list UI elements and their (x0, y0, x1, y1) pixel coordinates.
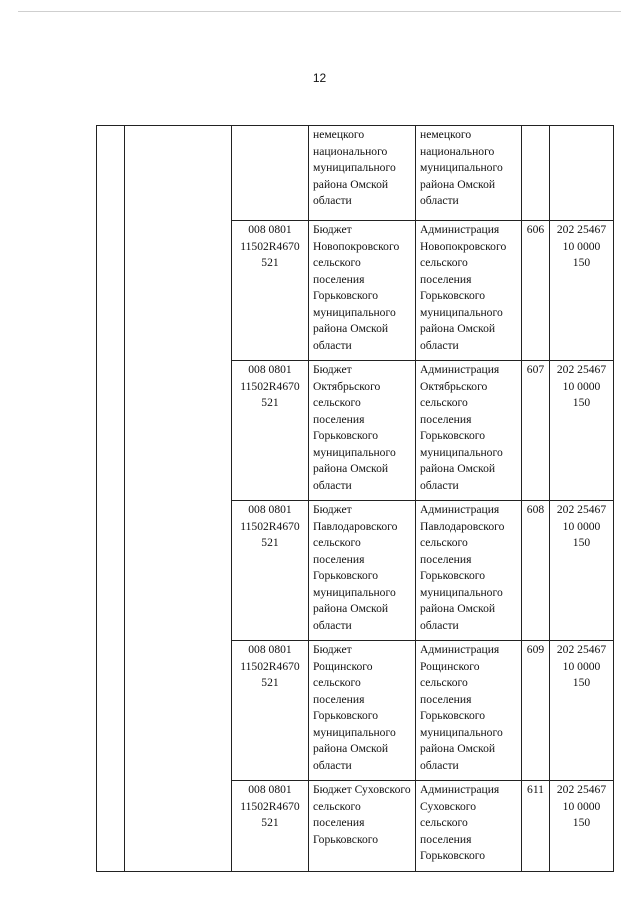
kbk-cell: 202 25467 10 0000 150 (550, 361, 614, 501)
administration-cell: Администрация Новопокровского сельского поселения Горьковского муниципального района Омской области (416, 221, 522, 361)
code-cell: 008 0801 11502R4670 521 (232, 221, 309, 361)
row-number-cell (97, 126, 125, 872)
number-cell: 607 (522, 361, 550, 501)
administration-cell: немецкого национального муниципального района Омской области (416, 126, 522, 221)
kbk-cell: 202 25467 10 0000 150 (550, 781, 614, 872)
administration-cell: Администрация Павлодаровского сельского поселения Горьковского муниципального района Омской области (416, 501, 522, 641)
table-row (97, 126, 614, 221)
code-cell: 008 0801 11502R4670 521 (232, 361, 309, 501)
number-cell: 608 (522, 501, 550, 641)
administration-cell: Администрация Суховского сельского поселения Горьковского (416, 781, 522, 872)
code-cell: 008 0801 11502R4670 521 (232, 501, 309, 641)
number-cell: 606 (522, 221, 550, 361)
page-number: 12 (312, 71, 327, 85)
kbk-cell: 202 25467 10 0000 150 (550, 641, 614, 781)
budget-cell: Бюджет Суховского сельского поселения Горьковского (309, 781, 416, 872)
kbk-cell (550, 126, 614, 221)
code-cell (232, 126, 309, 221)
budget-table (96, 125, 614, 872)
administration-cell: Администрация Рощинского сельского поселения Горьковского муниципального района Омской области (416, 641, 522, 781)
budget-cell: Бюджет Рощинского сельского поселения Горьковского муниципального района Омской области (309, 641, 416, 781)
budget-cell: Бюджет Павлодаровского сельского поселения Горьковского муниципального района Омской области (309, 501, 416, 641)
budget-cell: Бюджет Новопокровского сельского поселения Горьковского муниципального района Омской области (309, 221, 416, 361)
number-cell: 609 (522, 641, 550, 781)
kbk-cell: 202 25467 10 0000 150 (550, 221, 614, 361)
code-cell: 008 0801 11502R4670 521 (232, 781, 309, 872)
code-cell: 008 0801 11502R4670 521 (232, 641, 309, 781)
scan-edge-line (18, 11, 621, 12)
number-cell: 611 (522, 781, 550, 872)
administration-cell: Администрация Октябрьского сельского поселения Горьковского муниципального района Омской области (416, 361, 522, 501)
budget-cell: немецкого национального муниципального района Омской области (309, 126, 416, 221)
purpose-cell (125, 126, 232, 872)
kbk-cell: 202 25467 10 0000 150 (550, 501, 614, 641)
budget-cell: Бюджет Октябрьского сельского поселения Горьковского муниципального района Омской области (309, 361, 416, 501)
number-cell (522, 126, 550, 221)
